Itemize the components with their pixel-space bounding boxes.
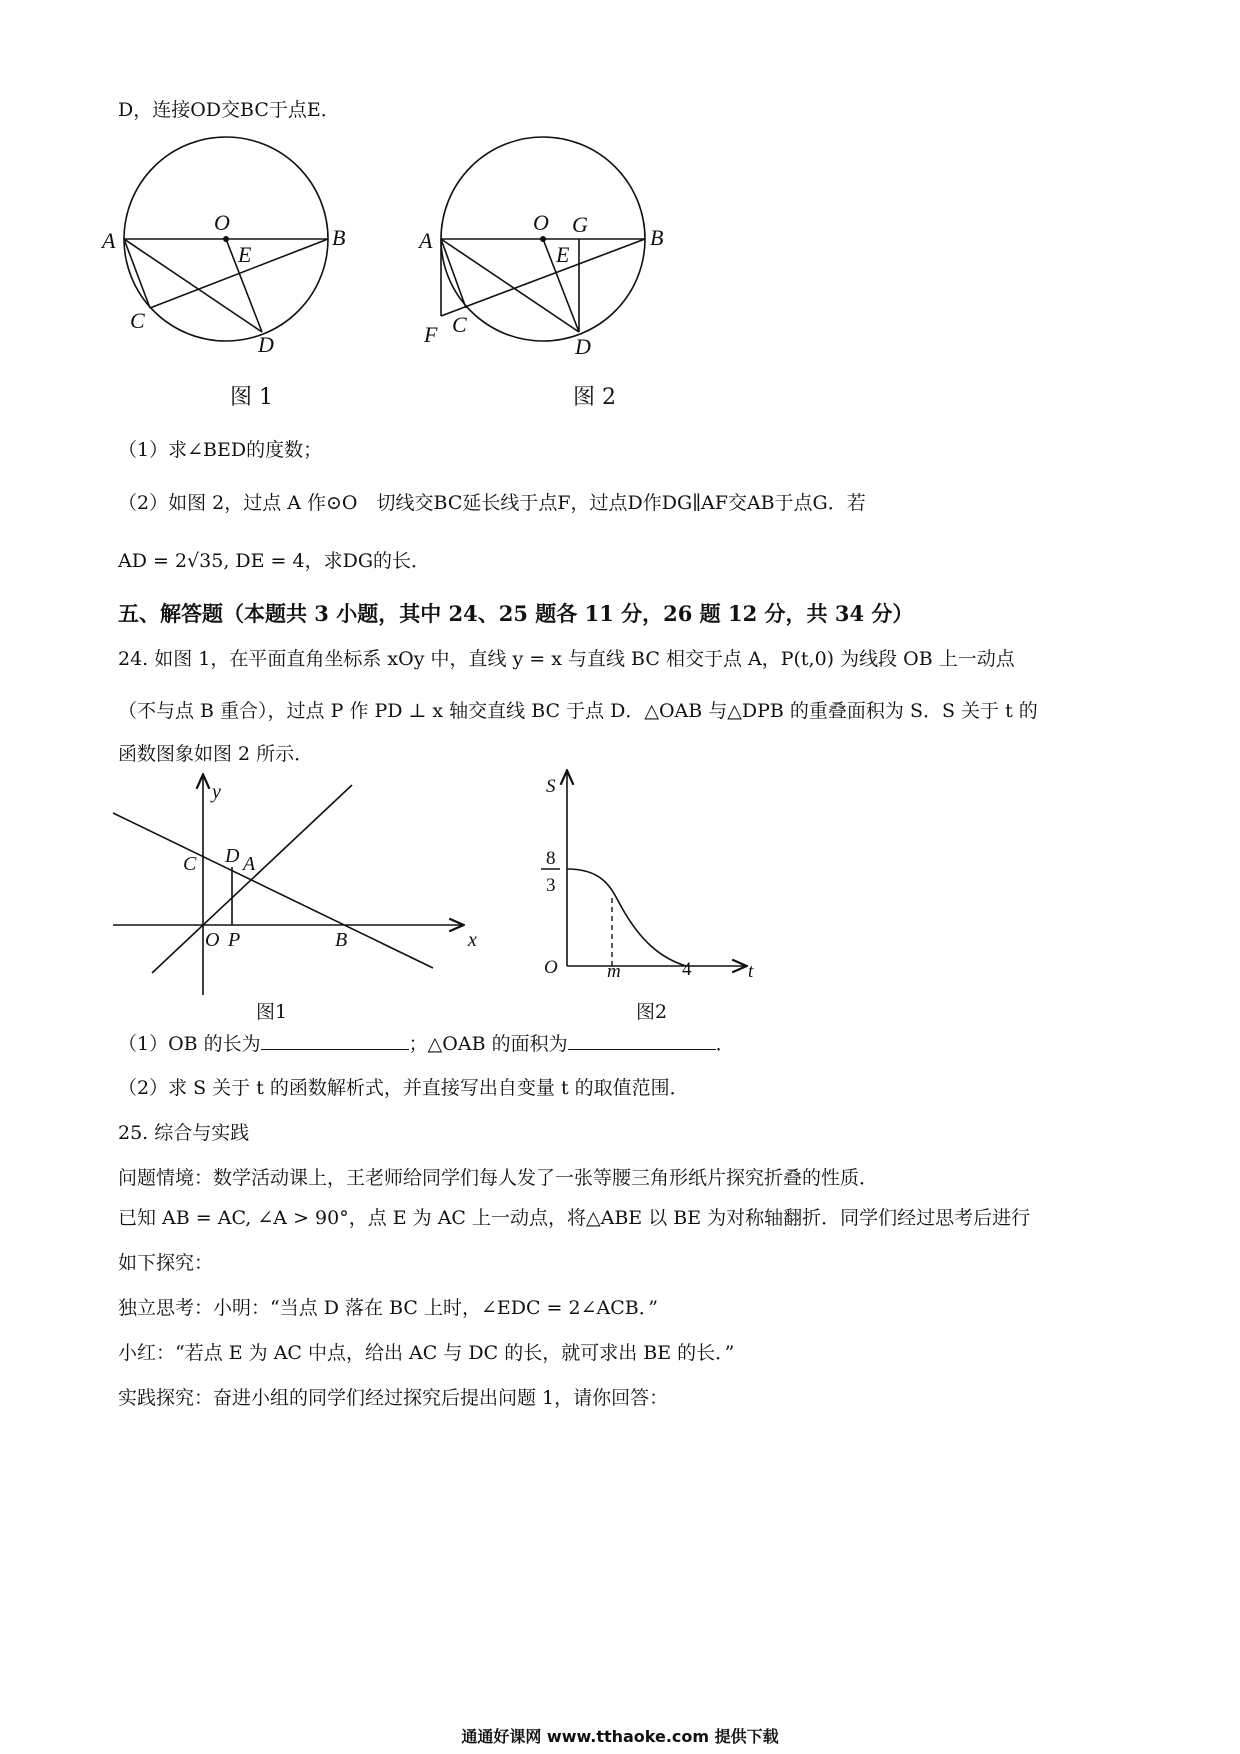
fig1-label-D: D <box>258 332 274 357</box>
fig2-label-C: C <box>452 312 467 337</box>
fig2-label-D: D <box>575 334 591 359</box>
fig1-label-A: A <box>102 228 116 253</box>
q25-line1: 问题情境：数学活动课上，王老师给同学们每人发了一张等腰三角形纸片探究折叠的性质． <box>118 1167 879 1189</box>
graph1-label-y: y <box>212 781 221 803</box>
q23-part1: （1）求∠BED的度数； <box>118 439 323 461</box>
fig1-label-B: B <box>332 225 346 250</box>
q25-line3: 如下探究： <box>118 1252 214 1274</box>
graph2-label-frac-den: 3 <box>546 875 556 896</box>
fig1-label-C: C <box>130 308 145 333</box>
q24-part1-c: ． <box>715 1033 735 1055</box>
graph1-label-O: O <box>205 929 220 951</box>
q23-part2: （2）如图 2，过点 A 作⊙O 切线交BC延长线于点F，过点D作DG∥AF交AB于点G．若 <box>118 492 866 514</box>
q25-line2: 已知 AB = AC, ∠A > 90°，点 E 为 AC 上一动点，将△ABE 以 BE 为对称轴翻折．同学们经过思考后进行 <box>118 1207 1031 1229</box>
graph2-label-4: 4 <box>682 959 692 980</box>
graph1-label-x: x <box>468 929 477 951</box>
graph1-label-P: P <box>228 929 241 951</box>
intro-line: D，连接OD交BC于点E． <box>118 99 340 121</box>
graph2-label-S: S <box>546 776 556 797</box>
graph1-label-C: C <box>183 853 197 875</box>
graph1-label-D: D <box>225 845 240 867</box>
answer-blank-area[interactable] <box>568 1029 716 1050</box>
graph2-label-frac-num: 8 <box>546 848 556 869</box>
q24-line3: 函数图象如图 2 所示． <box>118 743 314 765</box>
fig2-label-G: G <box>572 212 588 237</box>
fig1-label-E: E <box>238 242 252 267</box>
graph2-label-t: t <box>748 961 754 982</box>
q25-line6: 实践探究：奋进小组的同学们经过探究后提出问题 1，请你回答： <box>118 1387 669 1409</box>
answer-blank-ob[interactable] <box>261 1029 409 1050</box>
footer-source: 通通好课网 www.tthaoke.com 提供下载 <box>461 1727 779 1746</box>
fig2-label-B: B <box>650 225 664 250</box>
q24-part1 <box>118 1029 735 1058</box>
caption-graph1: 图1 <box>256 1001 288 1023</box>
q24-part1-a: （1）OB 的长为 <box>118 1033 261 1055</box>
q23-part2b: AD = 2√35, DE = 4，求DG的长． <box>118 550 431 572</box>
fig2-label-E: E <box>556 242 570 267</box>
graph-2-function <box>530 765 770 985</box>
graph1-label-B: B <box>335 929 348 951</box>
graph-1-coordinate <box>105 770 485 1030</box>
fig2-label-A: A <box>419 228 433 253</box>
q25-title: 25. 综合与实践 <box>118 1122 250 1144</box>
q25-line5: 小红：“若点 E 为 AC 中点，给出 AC 与 DC 的长，就可求出 BE 的长．” <box>118 1342 735 1364</box>
q24-part1-b: ；△OAB 的面积为 <box>408 1033 568 1055</box>
figure-2-circle <box>415 150 685 410</box>
fig1-label-O: O <box>214 210 230 235</box>
caption-graph2: 图2 <box>636 1001 668 1023</box>
q25-line4: 独立思考：小明：“当点 D 落在 BC 上时，∠EDC = 2∠ACB．” <box>118 1297 658 1319</box>
caption-fig2: 图 2 <box>573 385 616 410</box>
caption-fig1: 图 1 <box>230 385 273 410</box>
q24-line2: （不与点 B 重合），过点 P 作 PD ⊥ x 轴交直线 BC 于点 D．△OAB 与△DPB 的重叠面积为 S．S 关于 t 的 <box>118 700 1038 722</box>
fig2-label-F: F <box>424 322 438 347</box>
section5-heading: 五、解答题（本题共 3 小题，其中 24、25 题各 11 分，26 题 12 分，共 34 分） <box>118 601 914 626</box>
q24-part2: （2）求 S 关于 t 的函数解析式，并直接写出自变量 t 的取值范围． <box>118 1077 689 1099</box>
graph2-label-O: O <box>544 957 558 978</box>
figure-1-circle <box>102 150 370 410</box>
fig2-label-O: O <box>533 210 549 235</box>
graph1-label-A: A <box>243 853 256 875</box>
graph2-label-m: m <box>607 961 621 982</box>
q24-line1: 24. 如图 1，在平面直角坐标系 xOy 中，直线 y = x 与直线 BC 相交于点 A，P(t,0) 为线段 OB 上一动点 <box>118 648 1015 670</box>
